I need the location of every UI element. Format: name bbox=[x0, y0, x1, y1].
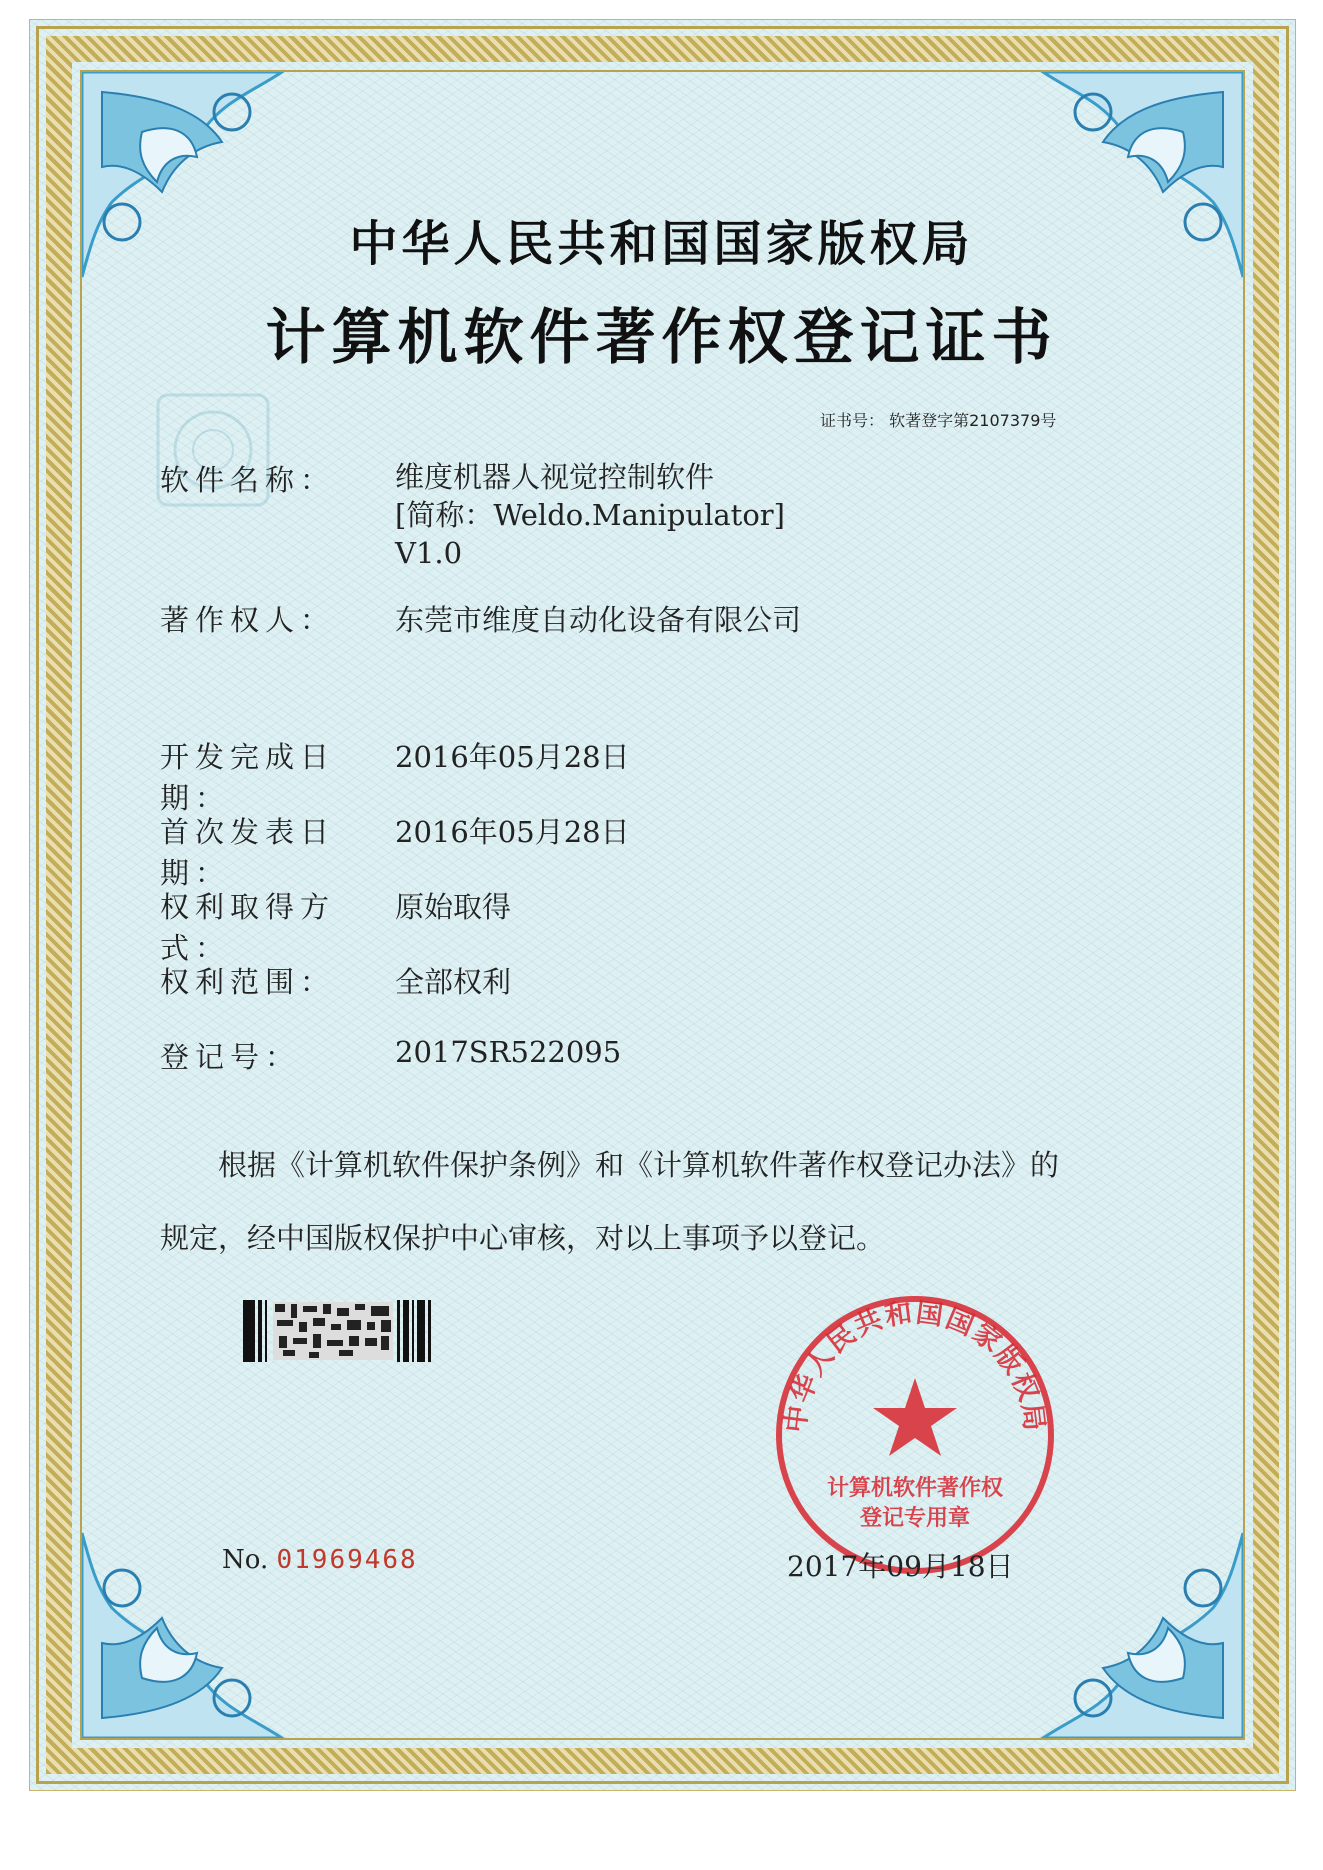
field-label: 著作权人： bbox=[160, 603, 336, 637]
certificate-title: 计算机软件著作权登记证书 bbox=[265, 303, 1058, 373]
field-label: 首次发表日期： bbox=[160, 815, 336, 890]
software-name-line: 维度机器人视觉控制软件 bbox=[395, 460, 715, 494]
software-version-line: V1.0 bbox=[395, 536, 463, 570]
field-label: 开发完成日期： bbox=[160, 740, 336, 815]
field-first-publication-date bbox=[160, 810, 630, 892]
seal-inner-line-2: 登记专用章 bbox=[859, 1506, 971, 1531]
field-value: 原始取得 bbox=[395, 890, 512, 924]
field-value: 2017SR522095 bbox=[395, 1035, 622, 1069]
certificate-number bbox=[820, 408, 1056, 431]
seal-outer-text: 中华人民共和国国家版权局 bbox=[780, 1297, 1050, 1435]
field-registration-number bbox=[160, 1035, 622, 1076]
serial-prefix: No. bbox=[222, 1545, 269, 1575]
seal-inner-line-1: 计算机软件著作权 bbox=[826, 1476, 1004, 1501]
field-scope-of-rights bbox=[160, 960, 512, 1001]
issue-date: 2017年09月18日 bbox=[787, 1550, 1014, 1583]
certificate-number-value: 软著登字第2107379号 bbox=[889, 411, 1057, 430]
issuing-authority: 中华人民共和国国家版权局 bbox=[349, 216, 974, 272]
field-label: 登记号： bbox=[160, 1040, 301, 1074]
field-value: 2016年05月28日 bbox=[395, 815, 630, 849]
software-abbrev-line: [简称：Weldo.Manipulator] bbox=[395, 498, 785, 532]
field-software-name bbox=[160, 458, 785, 570]
statement-line-1: 根据《计算机软件保护条例》和《计算机软件著作权登记办法》的 bbox=[218, 1148, 1060, 1182]
seal-star-icon bbox=[873, 1378, 957, 1456]
field-value: 2016年05月28日 bbox=[395, 740, 630, 774]
field-acquisition-method bbox=[160, 885, 512, 967]
statement-line-2: 规定，经中国版权保护中心审核，对以上事项予以登记。 bbox=[160, 1221, 886, 1255]
field-value: 东莞市维度自动化设备有限公司 bbox=[395, 603, 802, 637]
official-seal bbox=[770, 1290, 1060, 1580]
field-label: 权利取得方式： bbox=[160, 890, 336, 965]
field-value bbox=[395, 458, 785, 572]
field-label: 软件名称： bbox=[160, 463, 336, 497]
field-copyright-owner bbox=[160, 598, 802, 639]
field-label: 权利范围： bbox=[160, 965, 336, 999]
certificate-number-label: 证书号： bbox=[820, 411, 885, 430]
serial-number bbox=[222, 1545, 418, 1575]
field-value: 全部权利 bbox=[395, 965, 512, 999]
barcode-icon bbox=[243, 1300, 433, 1362]
field-dev-completion-date bbox=[160, 735, 630, 817]
serial-value: 01969468 bbox=[276, 1545, 418, 1575]
corner-ornament-icon bbox=[82, 1508, 312, 1738]
